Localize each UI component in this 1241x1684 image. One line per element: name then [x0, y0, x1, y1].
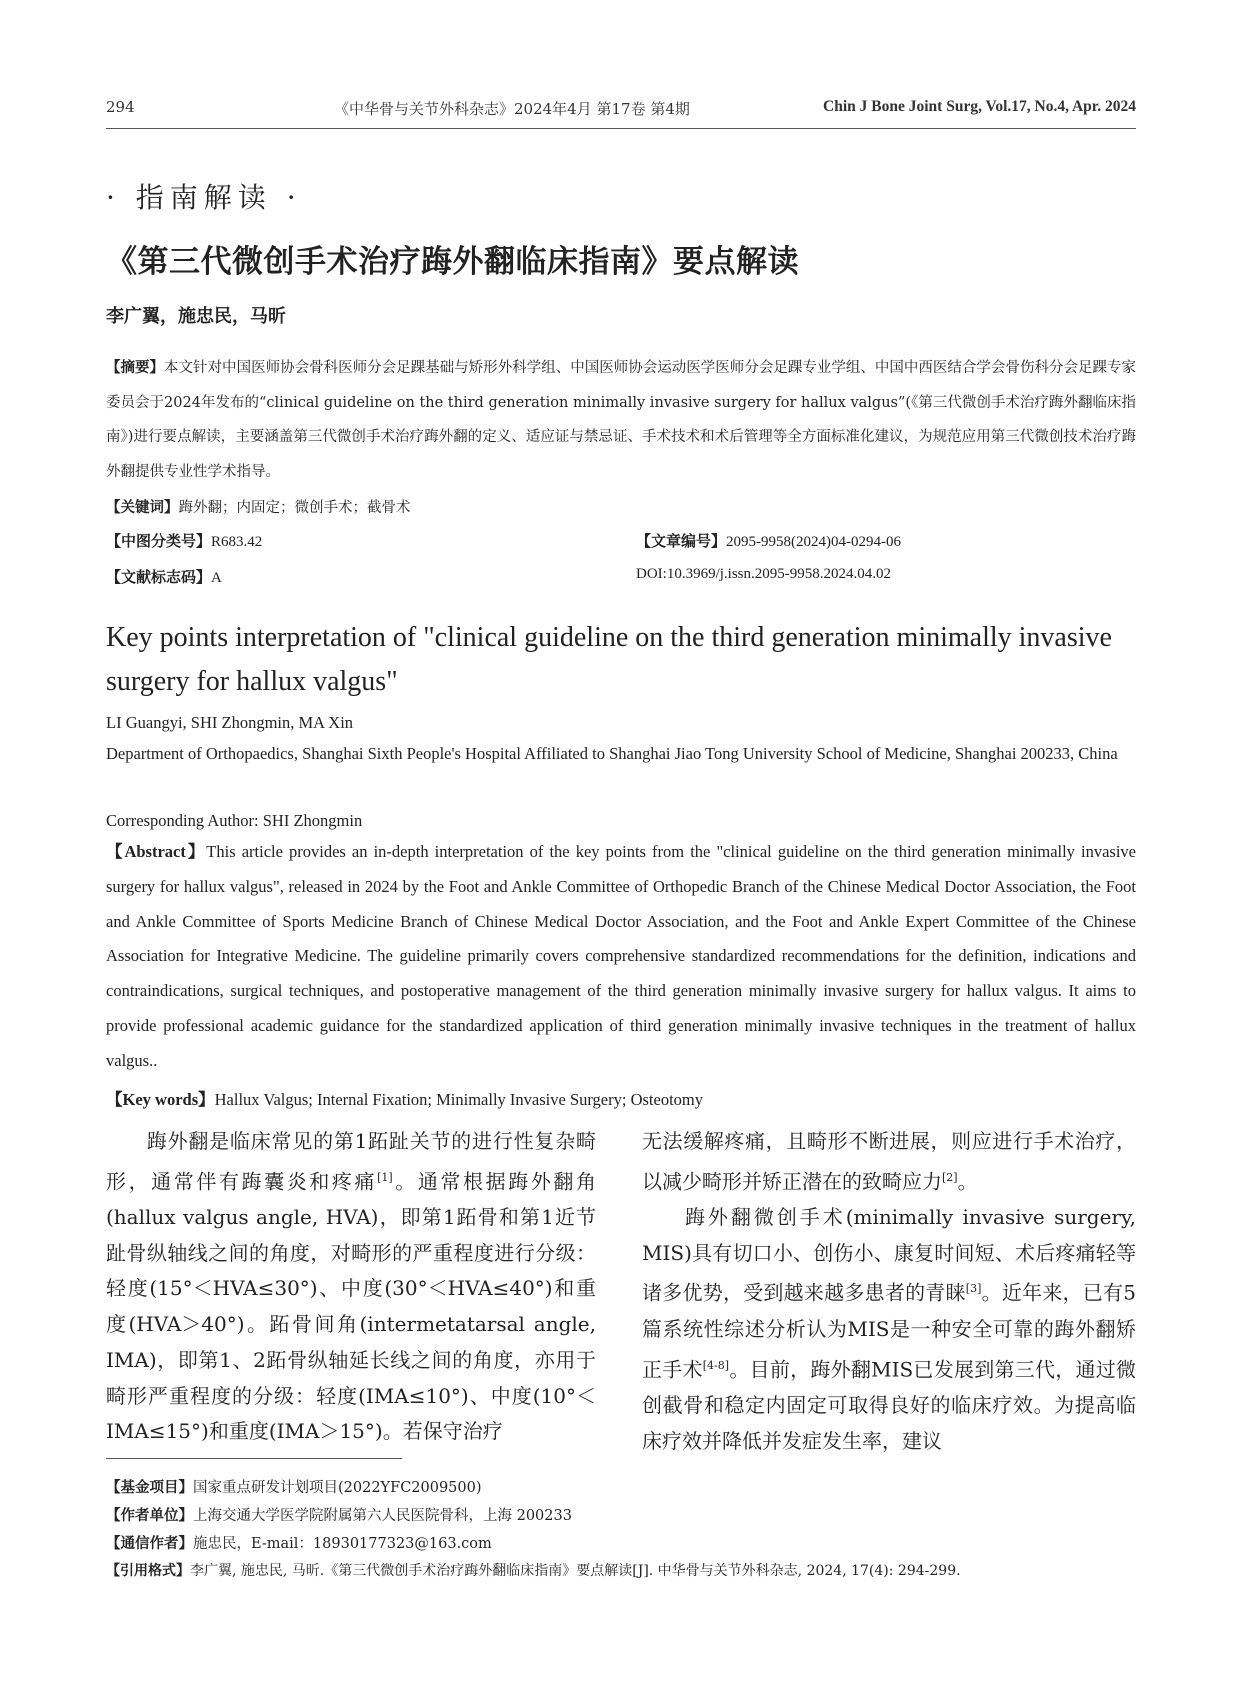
- body-column-left: [106, 1124, 596, 1450]
- body-left-paragraph: 踇外翻是临床常见的第1跖趾关节的进行性复杂畸形，通常伴有踇囊炎和疼痛: [106, 1129, 596, 1194]
- footnote-rule: [106, 1458, 402, 1459]
- body-left-paragraph-cont: 。通常根据踇外翻角(hallux valgus angle, HVA)，即第1跖骨和第1近节趾骨纵轴线之间的角度，对畸形的严重程度进行分级：轻度(15°＜HVA≤30°)、中度(30°＜HVA≤40°)和重度(HVA＞40°)。跖骨间角(intermetatarsal angle, IMA)，即第1、2跖骨纵轴延长线之间的角度，亦用于畸形严重程度的分级：轻度(IMA≤10°)、中度(10°＜IMA≤15°)和重度(IMA＞15°)。若保守治疗: [106, 1169, 597, 1444]
- keywords-cn-text: 踇外翻；内固定；微创手术；截骨术: [178, 500, 411, 516]
- journal-name-en: Chin J Bone Joint Surg, Vol.17, No.4, Apr. 2024: [823, 98, 1136, 115]
- section-label: · 指南解读 ·: [106, 181, 302, 214]
- footnote-fund-text: 国家重点研发计划项目(2022YFC2009500): [193, 1480, 482, 1496]
- doi: DOI:10.3969/j.issn.2095-9958.2024.04.02: [636, 566, 891, 582]
- keywords-cn-label: 【关键词】: [106, 500, 179, 516]
- document-code-label: 【文献标志码】: [106, 568, 212, 586]
- abstract-cn-label: 【摘要】: [106, 360, 165, 376]
- page-number: 294: [106, 98, 135, 116]
- journal-name-cn: 《中华骨与关节外科杂志》2024年4月 第17卷 第4期: [334, 100, 690, 118]
- body-right-paragraph-2: 踇外翻微创手术(minimally invasive surgery, MIS)具有切口小、创伤小、康复时间短、术后疼痛轻等诸多优势，受到越来越多患者的青睐: [642, 1205, 1136, 1306]
- footnote-unit: [106, 1504, 572, 1525]
- footnote-corresponding: [106, 1532, 492, 1553]
- authors-cn: 李广翼，施忠民，马昕: [106, 306, 286, 327]
- body-column-right: [642, 1124, 1136, 1459]
- abstract-en-text: This article provides an in-depth interpretation of the key points from the "clinical guideline on the third generation minimally invasive surgery for hallux valgus", released in 2024 by the Foot and Ankle Committee of Orthopedic Branch of the Chinese Medical Doctor Association, the Foot and Ankle Committee of Sports Medicine Branch of Chinese Medical Doctor Association, and the Foot and Ankle Expert Committee of the Chinese Association for Integrative Medicine. The guideline primarily covers comprehensive standardized recommendations for the definition, indications and contraindications, surgical techniques, and postoperative management of the third generation minimally invasive surgery for hallux valgus. It aims to provide professional academic guidance for the standardized application of third generation minimally invasive techniques in the treatment of hallux valgus..: [106, 842, 1137, 1070]
- article-number-label: 【文章编号】: [636, 532, 727, 550]
- article-title-cn: 《第三代微创手术治疗踇外翻临床指南》要点解读: [106, 244, 799, 280]
- abstract-en-label: 【Abstract】: [106, 842, 207, 861]
- keywords-en-text: Hallux Valgus; Internal Fixation; Minimally Invasive Surgery; Osteotomy: [214, 1090, 704, 1109]
- body-right-paragraph: 无法缓解疼痛，且畸形不断进展，则应进行手术治疗，以减少畸形并矫正潜在的致畸应力: [642, 1129, 1136, 1194]
- footnote-citation: [106, 1560, 961, 1580]
- article-number-value: 2095-9958(2024)04-0294-06: [726, 534, 901, 550]
- keywords-cn: [106, 496, 411, 517]
- body-right-paragraph-2-cont: 。近年来，已有5篇系统性综述分析认为MIS是一种安全可靠的踇外翻矫正手术: [642, 1281, 1136, 1382]
- article-title-en: Key points interpretation of "clinical guideline on the third generation minimally invasive surgery for hallux valgus": [106, 622, 1112, 697]
- abstract-en: [106, 835, 1136, 1079]
- header-rule: [106, 128, 1136, 129]
- authors-en: LI Guangyi, SHI Zhongmin, MA Xin: [106, 713, 354, 732]
- footnote-unit-text: 上海交通大学医学院附属第六人民医院骨科，上海 200233: [193, 1508, 572, 1524]
- abstract-cn: [106, 351, 1136, 489]
- classification-value: R683.42: [211, 534, 263, 550]
- classification: [106, 530, 262, 551]
- footnote-corresponding-text: 施忠民，E-mail：18930177323@163.com: [193, 1536, 492, 1552]
- footnote-corresponding-label: 【通信作者】: [106, 1536, 193, 1552]
- document-code: [106, 566, 222, 587]
- citation-ref[interactable]: [4-8]: [702, 1358, 730, 1372]
- footnote-fund-label: 【基金项目】: [106, 1480, 193, 1496]
- corresponding-author-en: Corresponding Author: SHI Zhongmin: [106, 811, 363, 830]
- keywords-en: [106, 1086, 703, 1110]
- affiliation-en: Department of Orthopaedics, Shanghai Sixth People's Hospital Affiliated to Shanghai Jiao Tong University School of Medicine, Shanghai 200233, China: [106, 744, 1118, 763]
- article-number: [636, 530, 901, 551]
- citation-ref[interactable]: [3]: [965, 1282, 982, 1296]
- footnote-unit-label: 【作者单位】: [106, 1508, 193, 1524]
- footnote-fund: [106, 1476, 482, 1497]
- keywords-en-label: 【Key words】: [106, 1090, 215, 1109]
- abstract-cn-text: 本文针对中国医师协会骨科医师分会足踝基础与矫形外科学组、中国医师协会运动医学医师分会足踝专业学组、中国中西医结合学会骨伤科分会足踝专家委员会于2024年发布的“clinical guideline on the third generation minimally invasive surgery for hallux valgus”(《第三代微创手术治疗踇外翻临床指南》)进行要点解读，主要涵盖第三代微创手术治疗踇外翻的定义、适应证与禁忌证、手术技术和术后管理等全方面标准化建议，为规范应用第三代微创技术治疗踇外翻提供专业性学术指导。: [106, 360, 1136, 480]
- footnote-citation-text: 李广翼, 施忠民, 马昕.《第三代微创手术治疗踇外翻临床指南》要点解读[J]. 中华骨与关节外科杂志, 2024, 17(4): 294-299.: [190, 1563, 961, 1579]
- body-right-paragraph-2-end: 。目前，踇外翻MIS已发展到第三代，通过微创截骨和稳定内固定可取得良好的临床疗效。为提高临床疗效并降低并发症发生率，建议: [642, 1357, 1136, 1453]
- footnote-citation-label: 【引用格式】: [106, 1563, 190, 1579]
- citation-ref[interactable]: [2]: [942, 1170, 958, 1184]
- body-right-paragraph-end: 。: [957, 1169, 978, 1194]
- document-code-value: A: [211, 570, 222, 586]
- classification-label: 【中图分类号】: [106, 532, 212, 550]
- citation-ref[interactable]: [1]: [377, 1170, 393, 1184]
